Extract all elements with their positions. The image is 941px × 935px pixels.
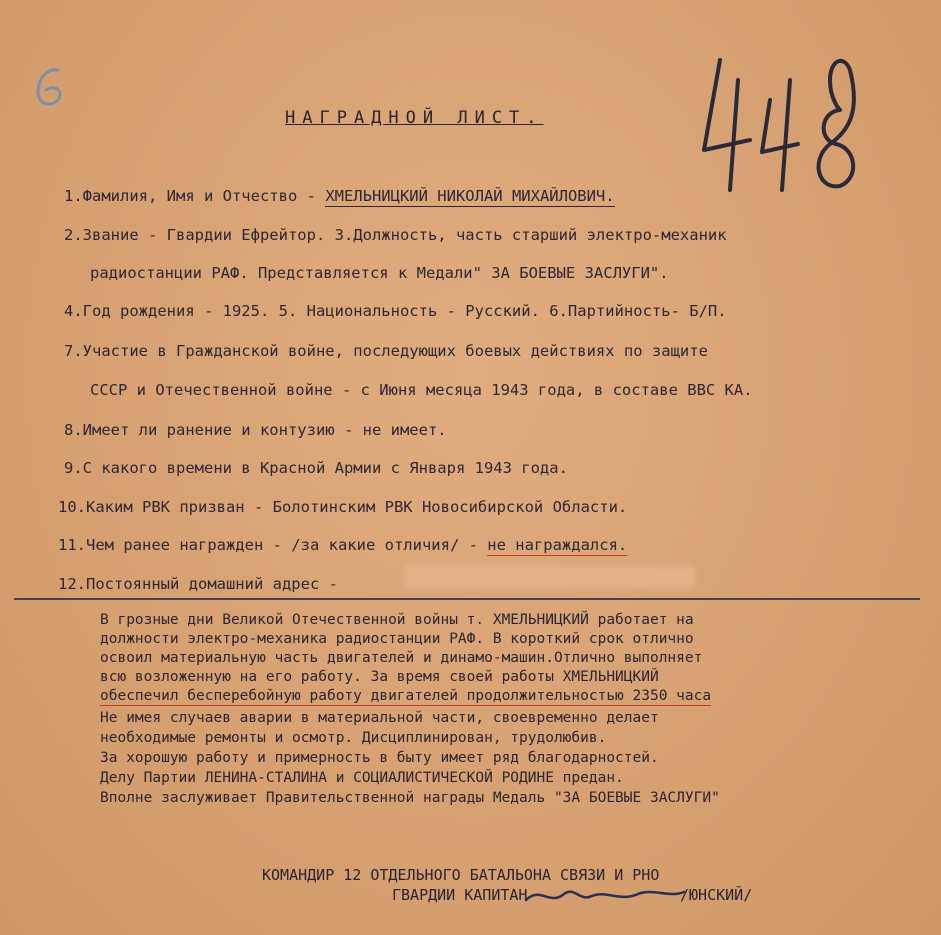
handwritten-page-number xyxy=(690,40,880,200)
field-number: 8. xyxy=(64,421,83,439)
field-label: Участие в Гражданской войне, последующих боевых действиях по защите xyxy=(82,342,708,360)
field-8 xyxy=(64,421,447,439)
field-2 xyxy=(64,226,727,244)
redacted-address xyxy=(405,566,695,588)
description-line: За хорошую работу и примерность в быту имеет ряд благодарностей. xyxy=(100,750,659,766)
description-line: Вполне заслуживает Правительственной награды Медаль "ЗА БОЕВЫЕ ЗАСЛУГИ" xyxy=(100,790,720,806)
field-2-continued xyxy=(90,264,669,282)
field-number: 11. xyxy=(58,536,86,554)
description-line: В грозные дни Великой Отечественной войны т. ХМЕЛЬНИЦКИЙ работает на xyxy=(100,612,694,628)
field-value: ХМЕЛЬНИЦКИЙ НИКОЛАЙ МИХАЙЛОВИЧ. xyxy=(325,187,615,205)
description-line: освоил материальную часть двигателей и динамо-машин.Отлично выполняет xyxy=(100,650,703,666)
handwritten-corner-number xyxy=(30,62,70,112)
field-1 xyxy=(64,187,615,205)
field-label: Звание - Гвардии Ефрейтор. 3.Должность, часть старший электро-механик xyxy=(82,226,727,244)
description-line: необходимые ремонты и осмотр. Дисциплинирован, трудолюбив. xyxy=(100,730,607,746)
signature-name: /ЮНСКИЙ/ xyxy=(680,886,753,904)
field-9 xyxy=(64,459,568,477)
description-line: Делу Партии ЛЕНИНА-СТАЛИНА и СОЦИАЛИСТИЧЕСКОЙ РОДИНЕ предан. xyxy=(100,770,624,786)
field-10 xyxy=(58,498,627,516)
field-label: СССР и Отечественной войне - с Июня месяца 1943 года, в составе ВВС КА. xyxy=(90,381,753,399)
field-7-continued xyxy=(90,381,753,399)
field-number: 7. xyxy=(64,342,83,360)
field-number: 1. xyxy=(64,187,83,205)
field-7 xyxy=(64,342,708,360)
description-line xyxy=(100,688,711,704)
handwritten-signature xyxy=(520,880,690,910)
field-12 xyxy=(58,575,338,593)
signature-title: КОМАНДИР 12 ОТДЕЛЬНОГО БАТАЛЬОНА СВЯЗИ И РНО xyxy=(262,866,660,884)
description-highlight: обеспечил бесперебойную работу двигателей продолжительностью 2350 часа xyxy=(100,688,712,704)
description-line: должности электро-механика радиостанции РАФ. В короткий срок отлично xyxy=(100,631,694,647)
document-title: НАГРАДНОЙ ЛИСТ. xyxy=(285,108,544,128)
field-number: 12. xyxy=(58,575,86,593)
field-number: 4. xyxy=(64,302,83,320)
field-label: радиостанции РАФ. Представляется к Медали" ЗА БОЕВЫЕ ЗАСЛУГИ". xyxy=(90,264,669,282)
field-number: 2. xyxy=(64,226,83,244)
field-label: Имеет ли ранение и контузию - не имеет. xyxy=(82,421,447,439)
description-line: Не имея случаев аварии в материальной части, своевременно делает xyxy=(100,710,659,726)
field-label: Чем ранее награжден - /за какие отличия/ - xyxy=(86,536,488,554)
field-4 xyxy=(64,302,727,320)
field-number: 10. xyxy=(58,498,86,516)
field-label: Год рождения - 1925. 5. Национальность - Русский. 6.Партийность- Б/П. xyxy=(82,302,727,320)
field-value: не награждался. xyxy=(487,536,628,554)
field-label: Фамилия, Имя и Отчество - xyxy=(82,187,326,205)
signature-rank: ГВАРДИИ КАПИТАН xyxy=(392,886,528,904)
field-label: Постоянный домашний адрес - xyxy=(86,575,338,593)
field-label: Каким РВК призван - Болотинским РВК Новосибирской Области. xyxy=(86,498,628,516)
description-line: всю возложенную на его работу. За время своей работы ХМЕЛЬНИЦКИЙ xyxy=(100,669,659,685)
field-number: 9. xyxy=(64,459,83,477)
field-11 xyxy=(58,536,627,554)
field-label: С какого времени в Красной Армии с Января 1943 года. xyxy=(82,459,568,477)
section-divider xyxy=(14,598,920,600)
